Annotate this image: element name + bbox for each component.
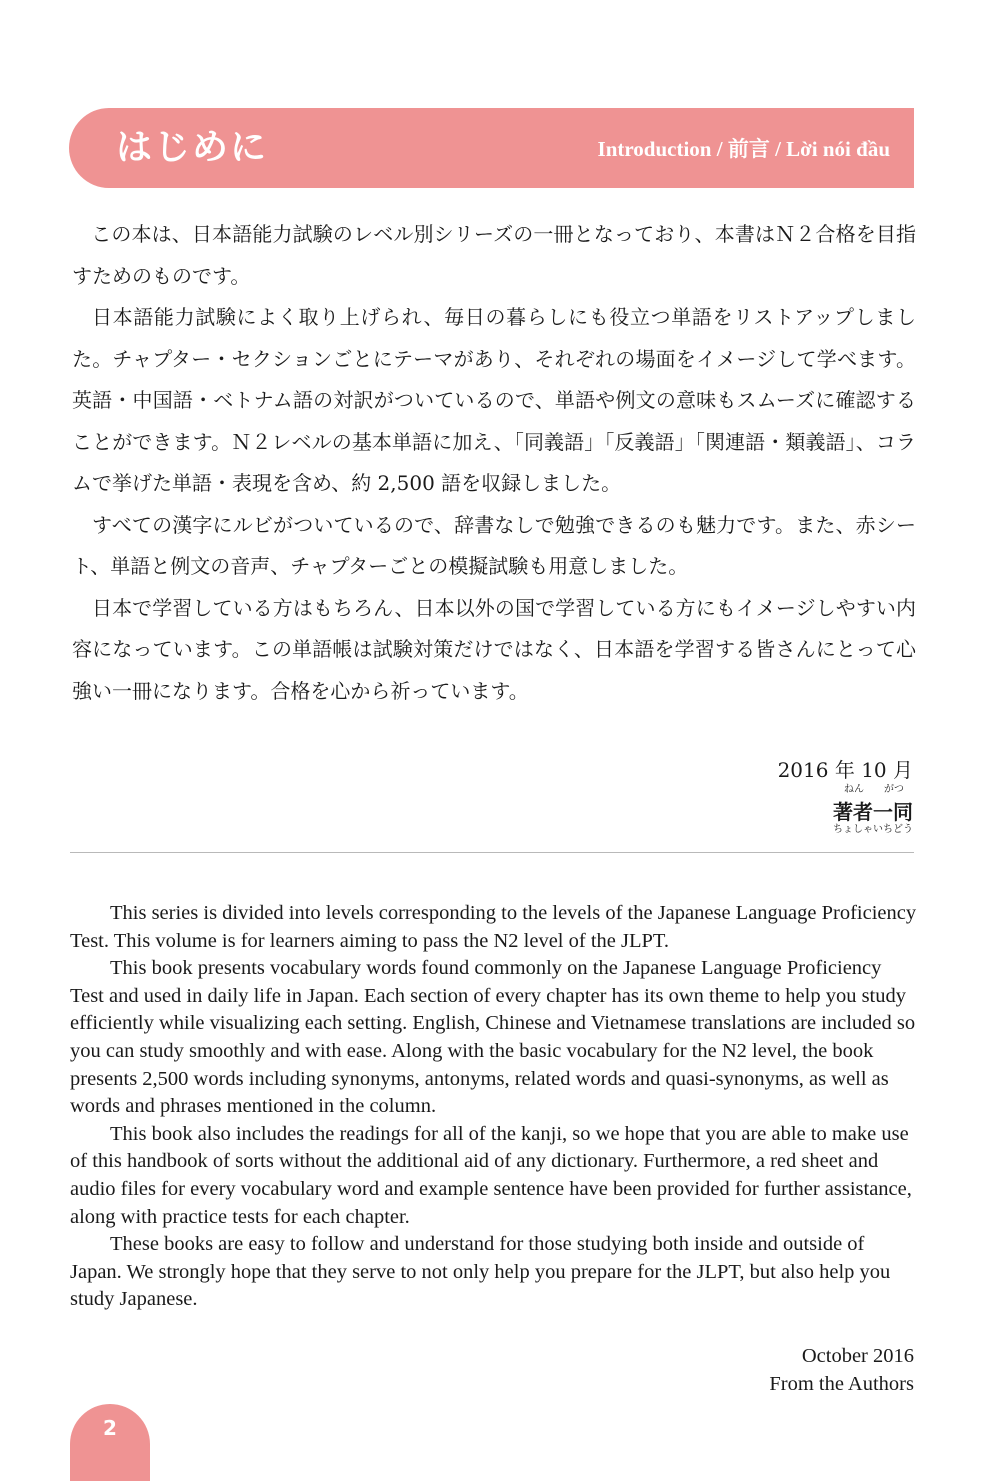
jp-date: 2016 年 10 月 bbox=[777, 758, 913, 782]
jp-paragraph: 日本語能力試験によく取り上げられ、毎日の暮らしにも役立つ単語をリストアップしました。チャプター・セクションごとにテーマがあり、それぞれの場面をイメージして学べます。英語・中国語・ベトナム語の対訳がついているので、単語や例文の意味もスムーズに確認することができます。Ｎ２レベルの基本単語に加え、「同義語」「反義語」「関連語・類義語」、コラムで挙げた単語・表現を含め、約 2,500 語を収録しました。 bbox=[72, 305, 916, 495]
page-subtitle: Introduction / 前言 / Lời nói đầu bbox=[597, 137, 890, 161]
jp-signature: 著者一同 bbox=[833, 800, 913, 824]
en-paragraph: This book also includes the readings for all of the kanji, so we hope that you are able to make use of this handbook of sorts without the additional aid of any dictionary. Furthermore, a red sheet and audio files for every vocabulary word and example sentence have been provided for further assistance, along with practice tests for each chapter. bbox=[70, 1122, 912, 1228]
en-signature: From the Authors bbox=[769, 1373, 914, 1395]
japanese-introduction bbox=[72, 214, 916, 712]
page-number-tab bbox=[70, 1404, 150, 1481]
jp-paragraph: この本は、日本語能力試験のレベル別シリーズの一冊となっており、本書はＮ２合格を目指すためのものです。 bbox=[72, 222, 916, 288]
page-title: はじめに bbox=[116, 127, 269, 168]
jp-signature-ruby: ちょしゃいちどう bbox=[833, 824, 913, 835]
jp-paragraph: すべての漢字にルビがついているので、辞書なしで勉強できるのも魅力です。また、赤シート、単語と例文の音声、チャプターごとの模擬試験も用意しました。 bbox=[72, 512, 916, 578]
en-signature-block bbox=[769, 1342, 914, 1398]
header-bar bbox=[69, 108, 914, 188]
jp-date-ruby: ねん がつ bbox=[844, 784, 904, 795]
en-paragraph: These books are easy to follow and understand for those studying both inside and outside of Japan. We strongly hope that they serve to not only help you prepare for the JLPT, but also help you study Japanese. bbox=[70, 1233, 891, 1311]
en-paragraph: This series is divided into levels corresponding to the levels of the Japanese Language Proficiency Test. This volume is for learners aiming to pass the N2 level of the JLPT. bbox=[70, 902, 917, 952]
page-number: 2 bbox=[103, 1416, 117, 1440]
section-divider bbox=[70, 852, 914, 853]
en-paragraph: This book presents vocabulary words found commonly on the Japanese Language Proficiency Test and used in daily life in Japan. Each section of every chapter has its own theme to help you study efficiently while visualizing each setting. English, Chinese and Vietnamese translations are included so you can study smoothly and with ease. Along with the basic vocabulary for the N2 level, the book presents 2,500 words including synonyms, antonyms, related words and quasi-synonyms, as well as words and phrases mentioned in the column. bbox=[70, 957, 916, 1118]
jp-paragraph: 日本で学習している方はもちろん、日本以外の国で学習している方にもイメージしやすい内容になっています。この単語帳は試験対策だけではなく、日本語を学習する皆さんにとって心強い一冊になります。合格を心から祈っています。 bbox=[72, 595, 916, 703]
english-introduction bbox=[70, 900, 918, 1314]
en-date: October 2016 bbox=[801, 1345, 914, 1367]
